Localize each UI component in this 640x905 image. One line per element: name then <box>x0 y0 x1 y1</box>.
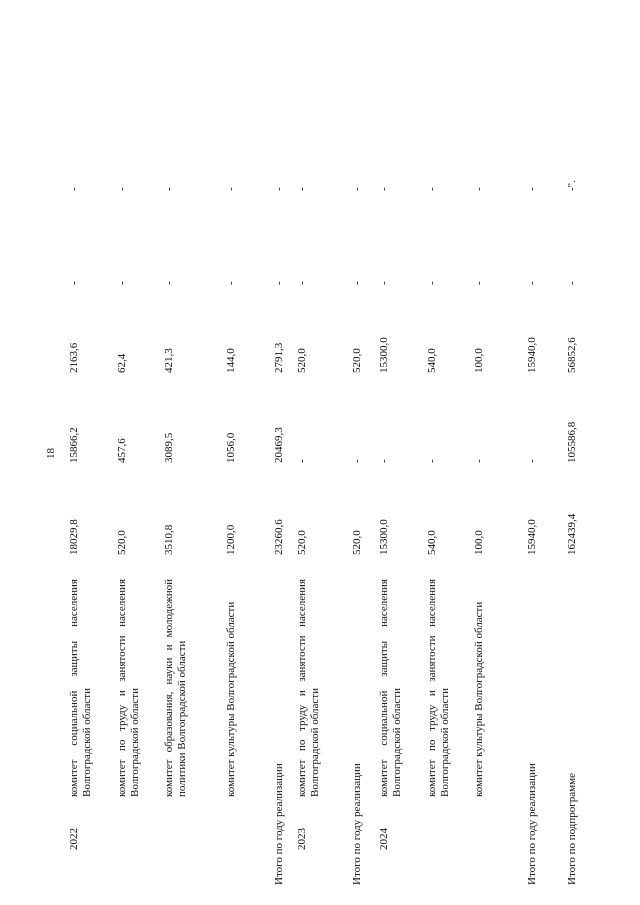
regional-value-cell: 15300,0 <box>378 337 390 373</box>
year-cell: 2024 <box>378 828 390 850</box>
extra-value-cell: - <box>296 187 308 191</box>
local-value-cell: - <box>378 281 390 285</box>
regional-value-cell: 15940,0 <box>526 337 538 373</box>
total-value-cell: 520,0 <box>296 530 308 555</box>
executor-cell: комитет по труду и занятости населения Волгоградской области <box>116 579 141 797</box>
extra-value-cell: - <box>378 187 390 191</box>
executor-cell: комитет социальной защиты населения Волгоградской области <box>68 579 93 797</box>
federal-value-cell: - <box>526 459 538 463</box>
executor-cell: комитет по труду и занятости населения Волгоградской области <box>296 579 321 797</box>
federal-value-cell: 3089,5 <box>163 432 175 463</box>
total-value-cell: 162439,4 <box>566 513 578 555</box>
local-value-cell: - <box>116 281 128 285</box>
total-value-cell: 18029,8 <box>68 519 80 555</box>
total-row-label: Итого по году реализации <box>351 763 363 885</box>
extra-value-cell: - <box>225 187 237 191</box>
federal-value-cell: 15866,2 <box>68 427 80 463</box>
total-value-cell: 1200,0 <box>225 524 237 555</box>
total-value-cell: 520,0 <box>116 530 128 555</box>
federal-value-cell: - <box>473 459 485 463</box>
extra-value-cell: - <box>526 187 538 191</box>
local-value-cell: - <box>473 281 485 285</box>
local-value-cell: - <box>351 281 363 285</box>
local-value-cell: - <box>273 281 285 285</box>
extra-value-cell: - <box>351 187 363 191</box>
extra-value-cell: - <box>426 187 438 191</box>
local-value-cell: - <box>296 281 308 285</box>
federal-value-cell: 1056,0 <box>225 432 237 463</box>
federal-value-cell: - <box>351 459 363 463</box>
local-value-cell: - <box>526 281 538 285</box>
page-number: 18 <box>45 448 57 459</box>
extra-value-cell: - <box>116 187 128 191</box>
total-row-label: Итого по году реализации <box>526 763 538 885</box>
local-value-cell: - <box>566 281 578 285</box>
executor-cell: комитет культуры Волгоградской области <box>225 601 237 797</box>
regional-value-cell: 2163,6 <box>68 342 80 373</box>
regional-value-cell: 520,0 <box>351 348 363 373</box>
extra-value-cell: - <box>68 187 80 191</box>
regional-value-cell: 56852,6 <box>566 337 578 373</box>
local-value-cell: - <box>426 281 438 285</box>
regional-value-cell: 62,4 <box>116 353 128 373</box>
total-value-cell: 15940,0 <box>526 519 538 555</box>
regional-value-cell: 144,0 <box>225 348 237 373</box>
extra-value-cell: - <box>163 187 175 191</box>
total-value-cell: 540,0 <box>426 530 438 555</box>
regional-value-cell: 421,3 <box>163 348 175 373</box>
extra-value-cell: -". <box>566 180 578 191</box>
executor-cell: комитет социальной защиты населения Волгоградской области <box>378 579 403 797</box>
total-row-label: Итого по подпрограмме <box>566 773 578 885</box>
local-value-cell: - <box>225 281 237 285</box>
federal-value-cell: - <box>378 459 390 463</box>
year-cell: 2022 <box>68 828 80 850</box>
executor-cell: комитет образования, науки и молодежной политики Волгоградской области <box>163 579 188 797</box>
total-value-cell: 23260,6 <box>273 519 285 555</box>
federal-value-cell: - <box>426 459 438 463</box>
extra-value-cell: - <box>273 187 285 191</box>
total-value-cell: 520,0 <box>351 530 363 555</box>
local-value-cell: - <box>163 281 175 285</box>
regional-value-cell: 520,0 <box>296 348 308 373</box>
federal-value-cell: 457,6 <box>116 438 128 463</box>
total-value-cell: 100,0 <box>473 530 485 555</box>
year-cell: 2023 <box>296 828 308 850</box>
regional-value-cell: 540,0 <box>426 348 438 373</box>
executor-cell: комитет по труду и занятости населения Волгоградской области <box>426 579 451 797</box>
executor-cell: комитет культуры Волгоградской области <box>473 601 485 797</box>
regional-value-cell: 100,0 <box>473 348 485 373</box>
federal-value-cell: - <box>296 459 308 463</box>
total-value-cell: 15300,0 <box>378 519 390 555</box>
local-value-cell: - <box>68 281 80 285</box>
federal-value-cell: 105586,8 <box>566 421 578 463</box>
total-value-cell: 3510,8 <box>163 524 175 555</box>
extra-value-cell: - <box>473 187 485 191</box>
regional-value-cell: 2791,3 <box>273 342 285 373</box>
federal-value-cell: 20469,3 <box>273 427 285 463</box>
total-row-label: Итого по году реализации <box>273 763 285 885</box>
